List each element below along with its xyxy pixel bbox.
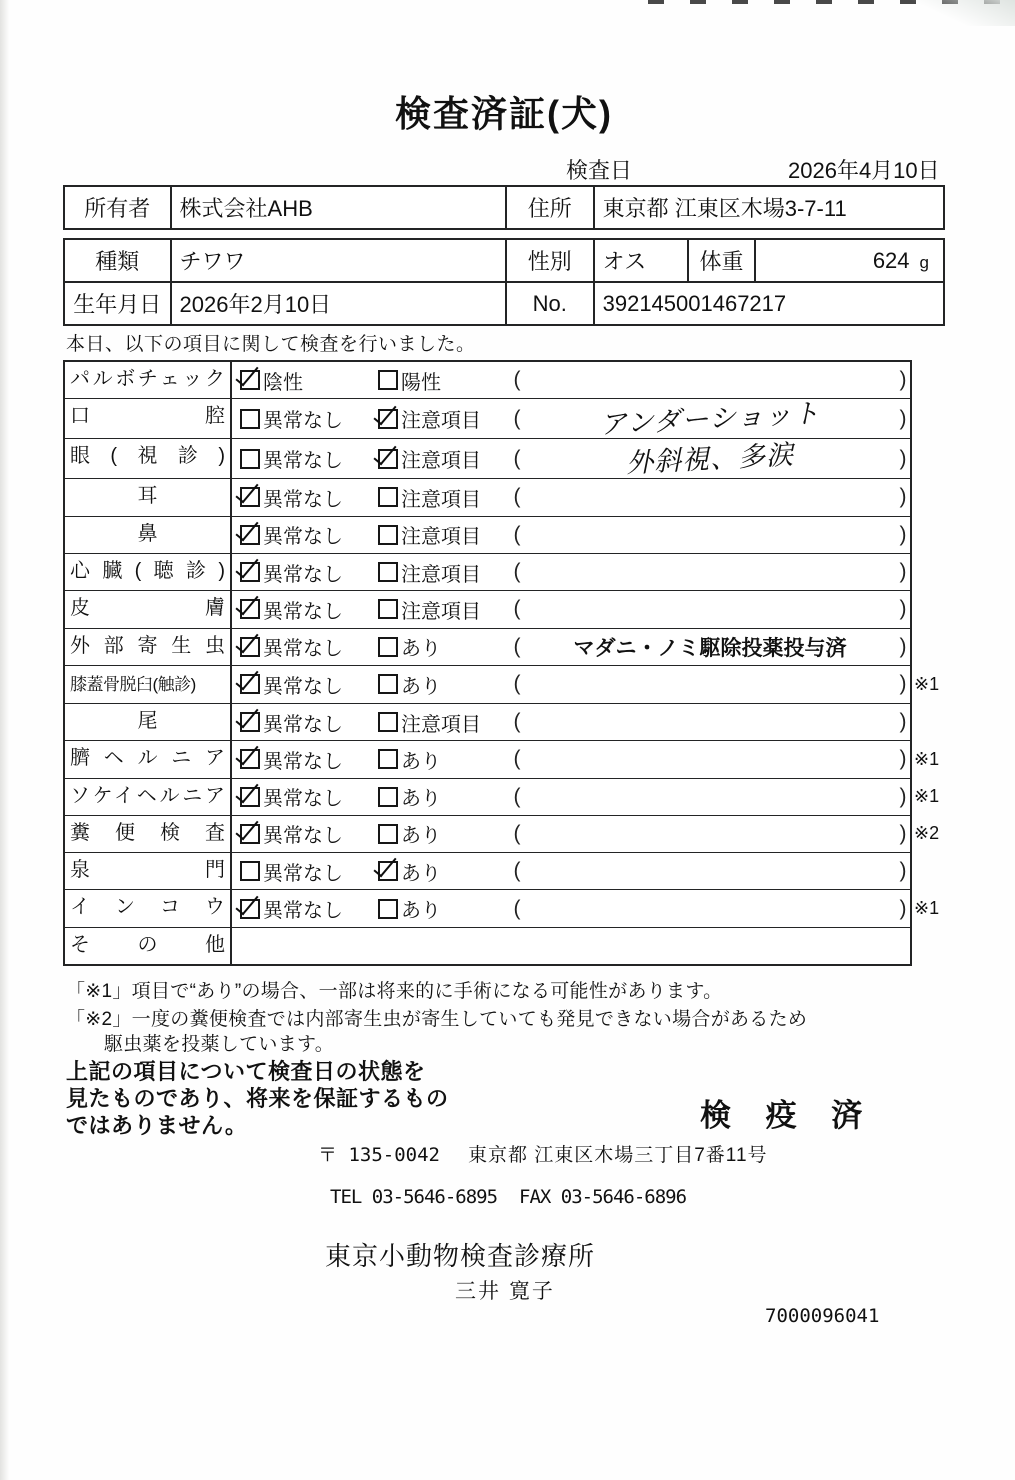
- row-content: [232, 366, 910, 395]
- option-label: 異常なし: [263, 862, 343, 885]
- item-label: 臍ヘルニア: [65, 741, 232, 777]
- footnote-mark: ※2: [914, 823, 940, 844]
- close-paren: ): [899, 368, 907, 392]
- row-content: [232, 483, 910, 512]
- open-paren: (: [513, 522, 521, 546]
- close-paren: ): [899, 597, 907, 621]
- option-label: 注意項目: [401, 713, 481, 736]
- check-mark: [235, 778, 258, 803]
- clinic-fax: FAX 03-5646-6896: [519, 1186, 687, 1208]
- check-mark: [235, 704, 258, 729]
- option-label: 異常なし: [263, 410, 343, 433]
- item-label: 糞便検査: [65, 816, 232, 852]
- checkbox-no-abnormality: [240, 525, 260, 545]
- inspection-date-label: 検査日: [566, 158, 633, 183]
- weight-cell: [754, 240, 943, 281]
- close-paren: ): [899, 710, 907, 734]
- close-paren: ): [899, 747, 907, 771]
- close-paren: ): [899, 672, 907, 696]
- check-mark: [235, 362, 258, 387]
- footnote-mark: ※1: [914, 786, 940, 807]
- clinic-tel: TEL 03-5646-6895: [330, 1186, 498, 1208]
- open-paren: (: [513, 821, 521, 845]
- table-row-umbilical-hernia: [65, 740, 940, 777]
- close-paren: ): [899, 784, 907, 808]
- clinic-address: 東京都 江東区木場三丁目7番11号: [467, 1145, 768, 1166]
- checkbox-caution: [378, 712, 398, 732]
- row-content: [232, 439, 910, 478]
- checkbox-caution: [378, 525, 398, 545]
- option-label: 異常なし: [263, 675, 343, 698]
- item-label: 膝蓋骨脱臼(触診): [65, 666, 232, 703]
- checkbox-no-abnormality: [240, 712, 260, 732]
- no-value: 392145001467217: [593, 283, 943, 324]
- option-label: 注意項目: [401, 526, 481, 549]
- option-label: 異常なし: [263, 638, 343, 661]
- clinic-name: 東京小動物検査診療所: [325, 1241, 596, 1271]
- table-row-inguinal-hernia: [65, 778, 940, 815]
- option-label: 陰性: [263, 371, 303, 394]
- option-label: あり: [401, 825, 441, 848]
- close-paren: ): [899, 634, 907, 658]
- option-label: 注意項目: [401, 600, 481, 623]
- breed-row: [65, 240, 943, 281]
- open-paren: (: [513, 710, 521, 734]
- footnote-1: 「※1」項目で“あり”の場合、一部は将来的に手術になる可能性があります。: [66, 981, 723, 1002]
- item-label: インコウ: [65, 890, 232, 926]
- option-label: あり: [401, 862, 441, 885]
- sex-value: オス: [593, 240, 688, 281]
- close-paren: ): [899, 406, 907, 430]
- handwritten-note: アンダーショット: [599, 398, 822, 441]
- checkbox-present: [378, 749, 398, 769]
- option-label: 異常なし: [263, 563, 343, 586]
- item-label: 外部寄生虫: [65, 629, 232, 665]
- option-label: 陽性: [401, 371, 441, 394]
- weight-label: 体重: [687, 240, 754, 281]
- item-label: 皮膚: [65, 591, 232, 627]
- table-row-ears: [65, 478, 910, 515]
- checkbox-no-abnormality: [240, 449, 260, 469]
- open-paren: (: [513, 672, 521, 696]
- table-row-nose: [65, 516, 910, 553]
- check-mark: [235, 591, 258, 616]
- item-label: 口腔: [65, 399, 232, 438]
- option-label: 異常なし: [263, 526, 343, 549]
- row-content: [232, 745, 910, 774]
- close-paren: ): [899, 485, 907, 509]
- item-label: その他: [65, 928, 232, 964]
- check-mark: [235, 741, 258, 766]
- footnote-mark: ※1: [914, 673, 940, 694]
- checkbox-present: [378, 899, 398, 919]
- checkbox-present: [378, 824, 398, 844]
- breed-value: チワワ: [170, 240, 505, 281]
- address-label: 住所: [505, 187, 593, 228]
- option-label: 異常なし: [263, 488, 343, 511]
- row-content: [232, 894, 910, 923]
- check-mark: [235, 516, 258, 541]
- table-row-external-parasites: [65, 628, 910, 665]
- check-mark: [235, 479, 258, 504]
- checkbox-caution: [378, 409, 398, 429]
- open-paren: (: [513, 446, 521, 470]
- item-label: 眼(視診): [65, 439, 232, 478]
- row-content: [232, 857, 910, 886]
- item-label: 尾: [65, 704, 232, 740]
- checkbox-no-abnormality: [240, 749, 260, 769]
- checkbox-no-abnormality: [240, 599, 260, 619]
- open-paren: (: [513, 784, 521, 808]
- footnote-mark: ※1: [914, 898, 940, 919]
- row-content: [232, 782, 910, 811]
- animal-table: [63, 238, 945, 326]
- table-row-other: [65, 927, 910, 964]
- checkbox-no-abnormality: [240, 861, 260, 881]
- checkbox-no-abnormality: [240, 824, 260, 844]
- open-paren: (: [513, 747, 521, 771]
- item-label: 耳: [65, 479, 232, 515]
- close-paren: ): [899, 446, 907, 470]
- table-row-inkou: [65, 889, 940, 926]
- checkbox-no-abnormality: [240, 562, 260, 582]
- table-row-heart: [65, 553, 910, 590]
- row-content: [232, 558, 910, 587]
- footnote-mark: ※1: [914, 748, 940, 769]
- close-paren: ): [899, 896, 907, 920]
- owner-table: [63, 185, 945, 230]
- checkbox-no-abnormality: [240, 637, 260, 657]
- open-paren: (: [513, 368, 521, 392]
- option-label: 異常なし: [263, 788, 343, 811]
- table-row-fontanelle: [65, 852, 910, 889]
- footnote-2-line1: 「※2」一度の糞便検査では内部寄生虫が寄生していても発見できない場合があるため: [66, 1009, 808, 1030]
- option-label: 異常なし: [263, 825, 343, 848]
- table-row-patella: [65, 665, 940, 703]
- option-label: 異常なし: [263, 750, 343, 773]
- option-label: 異常なし: [263, 713, 343, 736]
- open-paren: (: [513, 859, 521, 883]
- item-label: 心臓(聴診): [65, 554, 232, 590]
- checkbox-present: [378, 861, 398, 881]
- owner-label: 所有者: [84, 196, 151, 221]
- owner-row: [65, 187, 943, 228]
- footnote-2-line2: 駆虫薬を投薬しています。: [104, 1034, 335, 1055]
- breed-label: 種類: [95, 249, 140, 274]
- close-paren: ): [899, 821, 907, 845]
- item-label: 鼻: [65, 517, 232, 553]
- close-paren: ): [899, 859, 907, 883]
- address-value: 東京都 江東区木場3-7-11: [593, 187, 943, 228]
- intro-text: 本日、以下の項目に関して検査を行いました。: [66, 334, 476, 355]
- checkbox-no-abnormality: [240, 674, 260, 694]
- disclaimer-line2: 見たものであり、将来を保証するもの: [66, 1086, 449, 1111]
- clinic-postal-line: [318, 1140, 768, 1167]
- open-paren: (: [513, 597, 521, 621]
- close-paren: ): [899, 522, 907, 546]
- inspection-date-value: 2026年4月10日: [788, 158, 940, 183]
- checkbox-present: [378, 674, 398, 694]
- open-paren: (: [513, 634, 521, 658]
- disclaimer-text: [66, 1058, 449, 1139]
- disclaimer-line1: 上記の項目について検査日の状態を: [66, 1059, 426, 1084]
- checkbox-caution: [378, 599, 398, 619]
- table-row-skin: [65, 590, 910, 627]
- postal-code: 〒 135-0042: [318, 1144, 440, 1166]
- inspection-table: [63, 360, 940, 966]
- option-label: あり: [401, 675, 441, 698]
- option-label: あり: [401, 750, 441, 773]
- item-label: パルボチェック: [65, 362, 232, 398]
- table-row-fecal-exam: [65, 815, 940, 852]
- option-label: あり: [401, 788, 441, 811]
- option-label: 注意項目: [401, 410, 481, 433]
- check-mark: [235, 628, 258, 653]
- birth-label: 生年月日: [73, 292, 162, 317]
- no-label: No.: [505, 283, 593, 324]
- disclaimer-line3: ではありません。: [66, 1113, 248, 1138]
- weight-value: 624: [872, 247, 910, 273]
- checkbox-negative: [240, 370, 260, 390]
- sex-label: 性別: [505, 240, 593, 281]
- option-label: 異常なし: [263, 900, 343, 923]
- option-label: あり: [401, 638, 441, 661]
- scan-artifact-left-edge: [0, 0, 11, 1480]
- check-mark: [235, 554, 258, 579]
- row-content: [232, 819, 910, 848]
- note-text: マダニ・ノミ駆除投薬投与済: [573, 636, 847, 660]
- birth-value: 2026年2月10日: [170, 283, 505, 324]
- checkbox-caution: [378, 487, 398, 507]
- item-label: ソケイヘルニア: [65, 779, 232, 815]
- row-content: [232, 632, 910, 662]
- checkbox-present: [378, 787, 398, 807]
- birth-row: [65, 281, 943, 324]
- open-paren: (: [513, 560, 521, 584]
- row-content: [232, 595, 910, 624]
- quarantine-stamp: 検 疫 済: [700, 1098, 876, 1133]
- row-content: [232, 520, 910, 549]
- checkbox-no-abnormality: [240, 409, 260, 429]
- row-content: [232, 708, 910, 737]
- check-mark: [235, 666, 258, 691]
- checkbox-caution: [378, 562, 398, 582]
- checkbox-no-abnormality: [240, 899, 260, 919]
- option-label: 注意項目: [401, 563, 481, 586]
- veterinarian-name: 三井 寛子: [455, 1280, 555, 1303]
- checkbox-caution: [378, 449, 398, 469]
- item-label: 泉門: [65, 853, 232, 889]
- weight-unit: g: [919, 253, 929, 272]
- open-paren: (: [513, 896, 521, 920]
- checkbox-no-abnormality: [240, 787, 260, 807]
- row-content: [232, 670, 910, 699]
- serial-number: 7000096041: [765, 1305, 880, 1327]
- open-paren: (: [513, 406, 521, 430]
- scan-artifact-corner: [895, 0, 1015, 26]
- checkbox-positive: [378, 370, 398, 390]
- owner-value: 株式会社AHB: [170, 187, 505, 228]
- option-label: 異常なし: [263, 600, 343, 623]
- clinic-telfax-line: [330, 1186, 686, 1208]
- table-row-eyes: [65, 438, 910, 478]
- table-row-tail: [65, 703, 910, 740]
- handwritten-note: 外斜視、多涙: [625, 439, 795, 479]
- option-label: 注意項目: [401, 488, 481, 511]
- checkbox-present: [378, 637, 398, 657]
- checkbox-no-abnormality: [240, 487, 260, 507]
- check-mark: [235, 890, 258, 915]
- option-label: あり: [401, 900, 441, 923]
- close-paren: ): [899, 560, 907, 584]
- open-paren: (: [513, 485, 521, 509]
- option-label: 異常なし: [263, 450, 343, 473]
- check-mark: [235, 816, 258, 841]
- document-title: 検査済証(犬): [395, 93, 613, 134]
- option-label: 注意項目: [401, 450, 481, 473]
